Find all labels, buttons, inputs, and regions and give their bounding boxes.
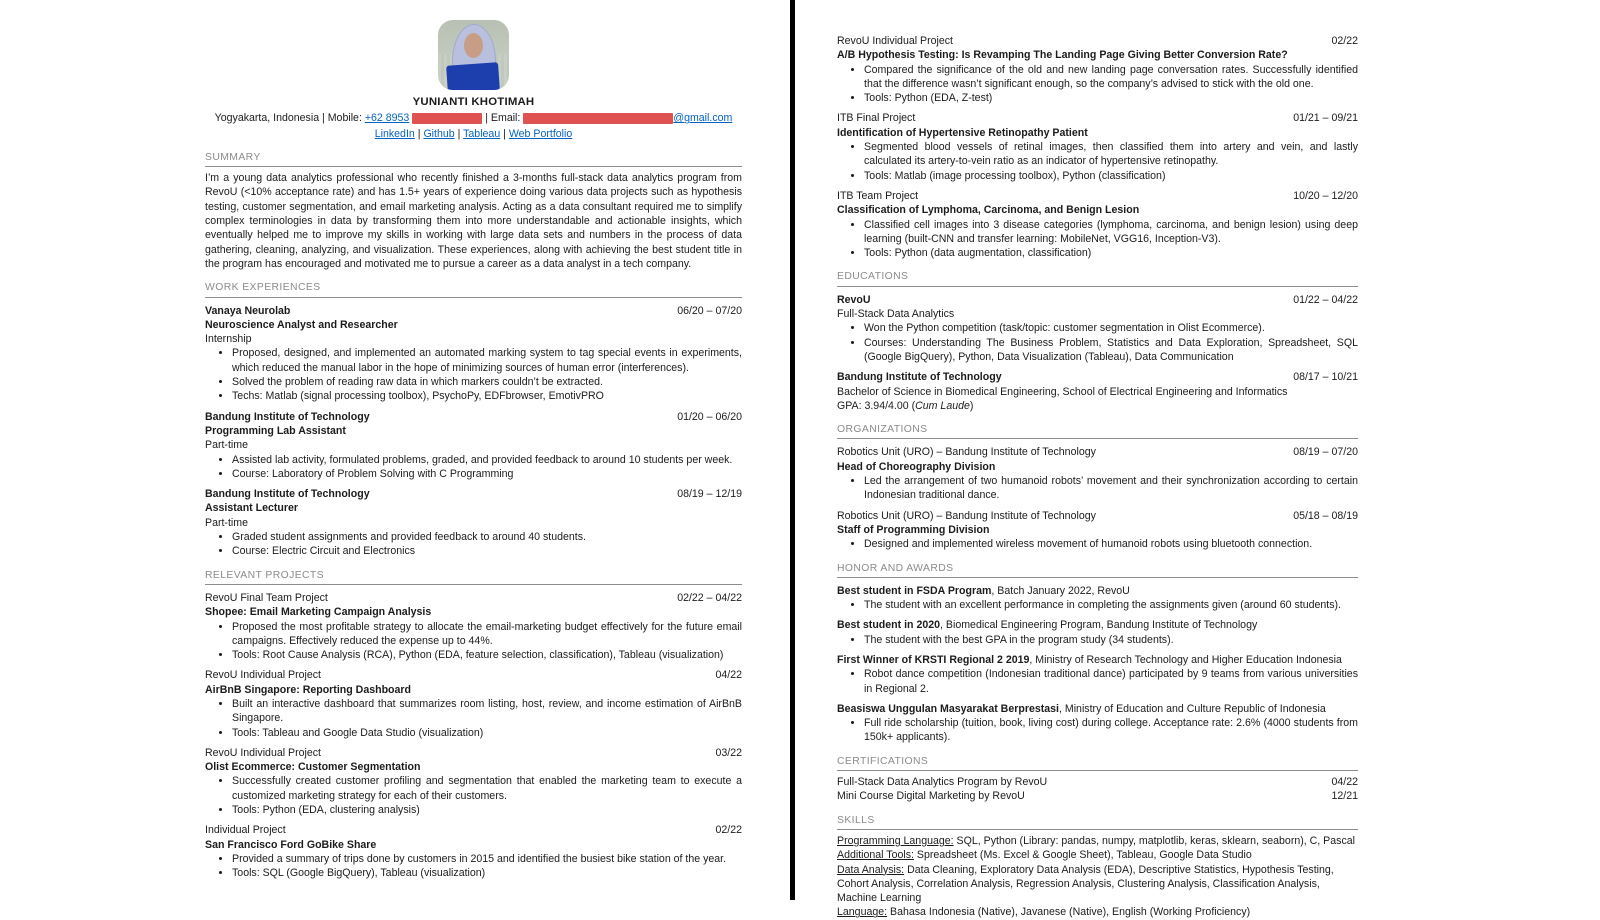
entry-heading [837,189,918,203]
text-span: Bahasa Indonesia (Native), Javanese (Native), English (Working Proficiency) [887,906,1251,919]
entry-date: 01/22 – 04/22 [1293,293,1358,306]
text-span: Robot dance competition (Indonesian traditional dance) participated by 9 teams from various universities in Regional 2. [864,668,1358,695]
entry-line [205,501,742,515]
email-label: Email: [490,112,521,125]
text-span: Proposed, designed, and implemented an automated marking system to tag special events in experiments, which reduced the manual labor in the hope of minimizing sources of human error (interferences). [232,347,742,374]
entry-date: 01/20 – 06/20 [677,410,742,423]
text-span: Proposed the most profitable strategy to allocate the email-marketing budget effectively for the future email campaigns. Effectively reduced the expense up to 44%. [232,620,742,647]
bullet-list [837,598,1358,612]
bullet-item [864,633,1358,647]
text-span: Provided a summary of trips done by customers in 2015 and identified the busiest bike station of the year. [232,852,727,865]
text-span: Courses: Understanding The Business Problem, Statistics and Data Exploration, Spreadsheet, SQL (Google BigQuery), Python, Data Visualization (Tableau), Data Communication [864,336,1358,363]
entry-line [205,424,742,438]
separator: | [482,112,491,125]
bullet-item [232,467,742,481]
entry-heading [837,618,1257,632]
entry-line [837,905,1358,919]
profile-link-linkedin[interactable]: LinkedIn [374,127,415,140]
bullet-item [232,852,742,866]
entry-heading [205,668,321,682]
entry-heading [837,370,1002,384]
text-span: Bandung Institute of Technology [205,488,370,501]
entry-line [837,126,1358,140]
bullet-item [232,530,742,544]
location-text: Yogyakarta, Indonesia [214,112,320,125]
bullet-item [864,474,1358,503]
entry [837,584,1358,613]
bullet-list [837,140,1358,183]
entry-heading [205,410,370,424]
text-span: Individual Project [205,824,286,837]
bullet-item [864,598,1358,612]
entry-header-row [837,789,1358,803]
bullet-item [232,697,742,726]
entry-heading [837,653,1342,667]
section-title-educations: EDUCATIONS [837,270,1358,286]
text-span: Tools: Root Cause Analysis (RCA), Python (EDA, feature selection, classification), Tableau (visualization) [232,649,724,662]
entry [837,618,1358,647]
profile-links-row [205,127,742,141]
entry [837,834,1358,920]
section-work-experiences [205,281,742,558]
entry-header-row [205,668,742,682]
bullet-item [864,336,1358,365]
text-span: Internship [205,333,252,346]
bullet-item [232,648,742,662]
entry-date: 02/22 – 04/22 [677,591,742,604]
text-span: Full-Stack Data Analytics [837,308,955,321]
text-span: Bandung Institute of Technology [837,371,1002,384]
text-span: Tools: Python (EDA, clustering analysis) [232,804,420,817]
bullet-item [864,63,1358,92]
text-span: AirBnB Singapore: Reporting Dashboard [205,683,411,696]
photo-laptop-shape [446,62,500,90]
entry-date: 06/20 – 07/20 [677,304,742,317]
entry-date: 10/20 – 12/20 [1293,189,1358,202]
bullet-item [864,667,1358,696]
entry-heading [837,111,915,125]
text-span: Course: Electric Circuit and Electronics [232,545,416,558]
entry-date: 08/19 – 07/20 [1293,446,1358,459]
text-span: Mini Course Digital Marketing by RevoU [837,790,1025,803]
text-span: Tools: SQL (Google BigQuery), Tableau (visualization) [232,867,486,880]
bullet-item [232,774,742,803]
bullet-list [205,530,742,559]
entry-line [205,318,742,332]
text-span: Techs: Matlab (signal processing toolbox), PsychoPy, EDFbrowser, EmotivPRO [232,390,604,403]
bullet-item [232,375,742,389]
section-title-summary: SUMMARY [205,151,742,167]
text-span: Language: [837,906,888,919]
entry-header-row [837,370,1358,384]
entry-heading [205,591,328,605]
text-span: Full-Stack Data Analytics Program by RevoU [837,776,1048,789]
entry-heading [205,746,321,760]
entry-heading [837,702,1326,716]
bullet-item [864,246,1358,260]
entry-header-row [837,618,1358,632]
entry-heading [205,823,286,837]
text-span: Successfully created customer profiling and segmentation that enabled the marketing team to execute a customized marketing strategy for each of their customers. [232,775,742,802]
text-span: RevoU Individual Project [837,35,953,47]
entry [205,591,742,662]
entry-header-row [837,653,1358,667]
text-span: Beasiswa Unggulan Masyarakat Berprestasi [837,702,1059,715]
entry [837,702,1358,745]
bullet-item [864,169,1358,183]
text-span: Neuroscience Analyst and Researcher [205,318,398,331]
bullet-list [205,852,742,881]
text-span: Segmented blood vessels of retinal images, then classified them into artery and vein, and lastly calculated its artery-to-vein ratio as an indicator of hypertensive retinopathy. [864,141,1358,168]
text-span: The student with the best GPA in the program study (34 students). [864,633,1174,646]
text-span: Vanaya Neurolab [205,304,291,317]
bullet-list [837,218,1358,261]
bullet-item [232,866,742,880]
email-domain-link[interactable]: @gmail.com [673,112,733,125]
entry-date: 02/22 [715,824,742,837]
text-span: First Winner of KRSTI Regional 2 2019 [837,653,1030,666]
resume-header [205,20,742,141]
section-certifications [837,755,1358,804]
text-span: Graded student assignments and provided feedback to around 40 students. [232,531,586,544]
entry-line [205,438,742,452]
bullet-item [864,537,1358,551]
bullet-item [232,803,742,817]
section-title-organizations: ORGANIZATIONS [837,423,1358,439]
text-span: RevoU Individual Project [205,669,321,682]
text-span: Classified cell images into 3 disease categories (lymphoma, carcinoma, and benign lesion) using deep learning (built-CNN and transfer learning: MobileNet, VGG16, Inception-V3). [864,218,1358,245]
photo-face-shape [464,33,483,58]
email-redaction-box [523,113,673,124]
bullet-list [837,716,1358,745]
entry [837,775,1358,789]
profile-link-tableau[interactable]: Tableau [463,127,501,140]
entry [205,410,742,481]
entry-heading [837,293,871,307]
text-span: Part-time [205,516,248,529]
entry-header-row [837,775,1358,789]
separator: | [500,127,509,140]
phone-link[interactable]: +62 8953 [364,112,410,125]
entry-header-row [837,293,1358,307]
text-span: RevoU Individual Project [205,746,321,759]
entry-line [205,332,742,346]
bullet-item [232,453,742,467]
entry-line [837,203,1358,217]
entry-line [837,848,1358,862]
entry [837,789,1358,803]
entry-line [205,516,742,530]
text-span: ) [969,399,974,412]
text-span: , Ministry of Research Technology and Higher Education Indonesia [1029,653,1342,666]
entry-line [205,838,742,852]
entry-line [837,399,1358,413]
entry-header-row [205,487,742,501]
text-span: Staff of Programming Division [837,523,990,536]
text-span: Programming Language: [837,834,954,847]
bullet-list [837,321,1358,364]
person-name: YUNIANTI KHOTIMAH [412,96,535,108]
entry-line [205,605,742,619]
text-span: Identification of Hypertensive Retinopathy Patient [837,126,1088,139]
separator: | [319,112,328,125]
text-span: Robotics Unit (URO) – Bandung Institute of Technology [837,509,1096,522]
text-span: Course: Laboratory of Problem Solving with C Programming [232,467,514,480]
text-span: Data Cleaning, Exploratory Data Analysis (EDA), Descriptive Statistics, Hypothesis Testing, Cohort Analysis, Correlation Analysis, Regression Analysis, Clustering Analysis, Classification Analysis, Machine Learning [837,863,1334,905]
bullet-item [232,620,742,649]
text-span: ITB Final Project [837,112,916,125]
text-span: Cum Laude [915,399,970,412]
entry-heading [837,584,1130,598]
entry-header-row [837,34,1358,48]
entry-header-row [837,445,1358,459]
text-span: GPA: 3.94/4.00 ( [837,399,916,412]
entry-heading [205,487,370,501]
text-span: Tools: Matlab (image processing toolbox), Python (classification) [864,169,1166,182]
section-relevant-projects [205,569,742,881]
text-span: Built an interactive dashboard that summarizes room listing, host, review, and income estimation of AirBnB Singapore. [232,697,742,725]
text-span: Assisted lab activity, formulated problems, graded, and provided feedback to around 10 students per week. [232,453,733,466]
entry-heading [837,789,1025,803]
entry-date: 04/22 [715,669,742,682]
resume-page-1 [205,0,742,881]
text-span: Best student in 2020 [837,619,941,632]
entry-date: 04/22 [1331,776,1358,789]
entry [205,304,742,404]
bullet-list [205,346,742,403]
entry [837,370,1358,413]
entry-date: 05/18 – 08/19 [1293,509,1358,522]
entry-header-row [205,591,742,605]
entry [837,111,1358,182]
entry-header-row [837,584,1358,598]
entry-header-row [837,189,1358,203]
text-span: San Francisco Ford GoBike Share [205,838,377,851]
bullet-list [205,453,742,482]
phone-redaction-box [412,113,482,124]
text-span: Solved the problem of reading raw data in which markers couldn’t be extracted. [232,376,603,389]
bullet-item [232,726,742,740]
entry-line [837,48,1358,62]
text-span: Compared the significance of the old and new landing page conversation rates. Successfully identified that the difference wasn’t significant enough, so the company’s advised to stick with the old one. [864,63,1358,90]
section-honor-and-awards [837,562,1358,745]
text-span: , Biomedical Engineering Program, Bandung Institute of Technology [940,619,1258,632]
entry-header-row [205,823,742,837]
entry-heading [837,34,953,48]
text-span: Robotics Unit (URO) – Bandung Institute of Technology [837,446,1096,459]
section-relevant-projects-continued [837,34,1358,260]
text-span: Full ride scholarship (tuition, book, living cost) during college. Acceptance rate: 2.6% (4000 students from 150k+ applicants). [864,717,1358,744]
entry-header-row [837,111,1358,125]
profile-link-github[interactable]: Github [423,127,455,140]
entry [205,746,742,817]
text-span: ITB Team Project [837,189,919,202]
entry-date: 12/21 [1331,790,1358,803]
page-divider [790,0,795,900]
entry-date: 01/21 – 09/21 [1293,112,1358,125]
text-span: RevoU Final Team Project [205,591,328,604]
entry [837,293,1358,364]
entry-line [205,760,742,774]
bullet-item [864,91,1358,105]
bullet-item [864,716,1358,745]
entry-line [837,863,1358,906]
bullet-item [232,346,742,375]
bullet-list [837,63,1358,106]
bullet-list [205,697,742,740]
bullet-list [205,774,742,817]
bullet-list [205,620,742,663]
text-span: Olist Ecommerce: Customer Segmentation [205,761,421,774]
text-span: Assistant Lecturer [205,502,299,515]
text-span: Part-time [205,439,248,452]
text-span: Additional Tools: [837,849,914,862]
separator: | [454,127,464,140]
text-span: Tools: Python (data augmentation, classification) [864,247,1092,260]
text-span: Spreadsheet (Ms. Excel & Google Sheet), Tableau, Google Data Studio [913,849,1252,862]
bullet-list [837,474,1358,503]
text-span: The student with an excellent performance in completing the assignments given (around 60 students). [864,599,1341,612]
text-span: Bandung Institute of Technology [205,410,370,423]
page1-sections [205,151,742,881]
entry-line [837,385,1358,399]
mobile-label: Mobile: [327,112,362,125]
text-span: , Batch January 2022, RevoU [991,584,1130,597]
entry-line [837,834,1358,848]
entry-line [837,460,1358,474]
paragraph: I’m a young data analytics professional who recently finished a 3-months full-stack data analytics program from RevoU (<10% acceptance rate) and has 1.5+ years of experience doing various data projects such as hypothesis testing, customer segmentation, and email marketing analysis. Acting as a data consultant required me to simplify complex terminologies in data by transforming them into more understandable and actionable insights, which eventually helped me to improve my skills in working with large data sets and numbers in the process of data gathering, cleaning, analyzing, and visualization. These experiences, along with achieving the best student title in the program has encouraged and motivated me to pursue a career as a data analyst in a tech company. [205,172,742,270]
entry-line [837,523,1358,537]
profile-link-web-portfolio[interactable]: Web Portfolio [508,127,573,140]
bullet-item [232,544,742,558]
entry-date: 08/17 – 10/21 [1293,371,1358,384]
entry-header-row [205,410,742,424]
section-skills [837,814,1358,920]
text-span: SQL, Python (Library: pandas, numpy, matplotlib, keras, sklearn, seaborn), C, Pascal [953,834,1355,847]
entry [205,668,742,739]
section-title-relevant-projects: RELEVANT PROJECTS [205,569,742,585]
section-title-certifications: CERTIFICATIONS [837,755,1358,771]
text-span: Designed and implemented wireless movement of humanoid robots using bluetooth connection. [864,538,1313,551]
entry-heading [837,445,1096,459]
entry [205,487,742,558]
entry [837,653,1358,696]
entry-line [205,683,742,697]
entry-header-row [205,304,742,318]
entry-date: 03/22 [715,746,742,759]
entry-heading [837,775,1047,789]
bullet-item [864,321,1358,335]
text-span: Led the arrangement of two humanoid robots’ movement and their synchronization according to certain Indonesian traditional dance. [864,475,1358,502]
text-span: Won the Python competition (task/topic: customer segmentation in Olist Ecommerce). [864,322,1265,335]
bullet-list [837,537,1358,551]
bullet-item [864,140,1358,169]
text-span: Programming Lab Assistant [205,424,346,437]
section-summary [205,151,742,271]
text-span: RevoU [837,293,871,306]
bullet-item [864,218,1358,247]
text-span: Best student in FSDA Program [837,584,992,597]
entry [837,445,1358,502]
section-organizations [837,423,1358,551]
contact-line [205,111,742,125]
entry-line [837,307,1358,321]
text-span: Data Analysis: [837,863,905,876]
text-span: , Ministry of Education and Culture Republic of Indonesia [1058,702,1326,715]
entry [837,34,1358,105]
text-span: Shopee: Email Marketing Campaign Analysis [205,606,432,619]
text-span: Classification of Lymphoma, Carcinoma, and Benign Lesion [837,204,1140,217]
text-span: Head of Choreography Division [837,460,996,473]
section-educations [837,270,1358,413]
bullet-item [232,389,742,403]
resume-page-2 [837,0,1358,920]
entry [837,509,1358,552]
text-span: Bachelor of Science in Biomedical Engineering, School of Electrical Engineering and Informatics [837,385,1288,398]
page2-sections [837,34,1358,920]
section-title-honor-and-awards: HONOR AND AWARDS [837,562,1358,578]
profile-photo [438,20,509,90]
text-span: A/B Hypothesis Testing: Is Revamping The Landing Page Giving Better Conversion Rate? [837,49,1288,62]
bullet-list [837,667,1358,696]
entry-header-row [837,702,1358,716]
text-span: Tools: Python (EDA, Z-test) [864,92,993,105]
entry-header-row [837,509,1358,523]
section-title-work-experiences: WORK EXPERIENCES [205,281,742,297]
entry-heading [205,304,290,318]
entry-date: 02/22 [1331,35,1358,47]
entry [837,189,1358,260]
separator: | [414,127,424,140]
entry [205,823,742,880]
entry-heading [837,509,1096,523]
section-title-skills: SKILLS [837,814,1358,830]
entry-header-row [205,746,742,760]
entry-date: 08/19 – 12/19 [677,488,742,501]
text-span: Tools: Tableau and Google Data Studio (visualization) [232,726,484,739]
bullet-list [837,633,1358,647]
